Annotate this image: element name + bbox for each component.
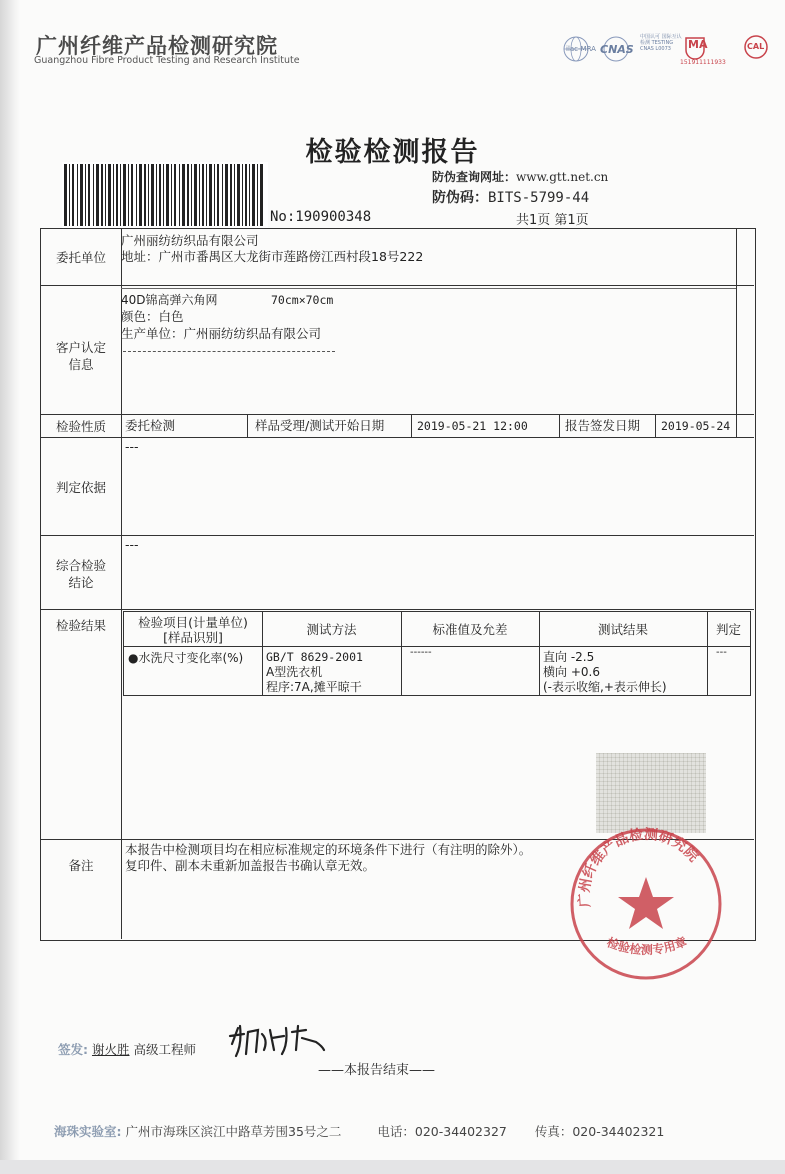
page-fold-shadow xyxy=(0,0,20,1174)
report-title: 检验检测报告 xyxy=(305,137,480,168)
sample-producer: 生产单位：广州丽纺纺织品有限公司 xyxy=(121,326,322,341)
anti-fake-query xyxy=(432,168,608,185)
row-standard: ------ xyxy=(410,647,432,658)
rule xyxy=(41,609,754,610)
rule xyxy=(121,288,736,289)
rule xyxy=(559,414,560,437)
header-judgement: 判定 xyxy=(715,622,741,637)
code-label: 防伪码： xyxy=(432,190,488,206)
cal-logo: CAL xyxy=(747,42,765,51)
results-label: 检验结果 xyxy=(55,618,106,633)
issued-date-label: 报告签发日期 xyxy=(565,418,641,433)
ilac-mra-logo: ilac-MRA xyxy=(566,45,596,53)
rule xyxy=(736,229,737,437)
results-grid xyxy=(123,611,751,696)
cnas-caption: 中国认可 国际互认 检测 TESTING CNAS L0073 xyxy=(640,34,682,52)
rule xyxy=(247,414,248,437)
rule xyxy=(41,414,754,415)
cma-number: 151911111933 xyxy=(680,59,726,66)
sample-name: 40D锦高弹六角网 xyxy=(121,293,218,307)
received-date-value: 2019-05-21 12:00 xyxy=(417,419,528,433)
remarks-line-1: 本报告中检测项目均在相应标准规定的环境条件下进行（有注明的除外）。 xyxy=(125,842,532,857)
signer-name: 谢火胜 xyxy=(91,1042,130,1057)
institute-name-cn: 广州纤维产品检测研究院 xyxy=(36,34,278,58)
query-url: www.gtt.net.cn xyxy=(516,170,609,184)
rule xyxy=(41,285,754,286)
client-address: 地址：广州市番禺区大龙街市莲路傍江西村段18号222 xyxy=(121,249,424,264)
header-sample-id: [样品识别] xyxy=(163,630,223,645)
client-label: 委托单位 xyxy=(55,250,106,265)
basis-label: 判定依据 xyxy=(55,480,106,495)
fabric-sample-image xyxy=(596,753,706,833)
query-label: 防伪查询网址： xyxy=(432,170,517,184)
seal-top-text: 广州纤维产品检测研究院 xyxy=(576,826,702,908)
underline xyxy=(123,351,335,352)
header-standard: 标准值及允差 xyxy=(432,622,508,637)
cnas-logo: CNAS xyxy=(600,43,634,56)
signer-label: 签发: xyxy=(58,1042,88,1057)
row-result-note: (-表示收缩,+表示伸长) xyxy=(543,680,667,694)
rule xyxy=(41,535,754,536)
row-result-warp: 直向 -2.5 xyxy=(543,650,595,664)
page-count: 共1页 第1页 xyxy=(516,213,589,228)
row-method-standard: GB/T 8629-2001 xyxy=(266,650,363,664)
institute-name-en: Guangzhou Fibre Product Testing and Research Institute xyxy=(34,55,300,66)
report-end-text: ——本报告结束—— xyxy=(318,1063,436,1078)
anti-fake-code xyxy=(432,187,589,207)
seal-bottom-text: 检验检测专用章 xyxy=(604,934,689,958)
footer-address: 广州市海珠区滨江中路草芳围35号之二 xyxy=(125,1124,342,1139)
row-method-program: 程序:7A,摊平晾干 xyxy=(266,680,362,694)
conclusion-label: 综合检验结论 xyxy=(55,558,106,590)
accreditation-logos xyxy=(560,34,782,66)
handwritten-signature-icon xyxy=(226,1020,330,1062)
footer-fax: 传真：020-34402321 xyxy=(534,1124,665,1139)
report-number: No:190900348 xyxy=(270,209,372,225)
header-result: 测试结果 xyxy=(597,622,648,637)
remarks-line-2: 复印件、副本未重新加盖报告书确认章无效。 xyxy=(125,858,376,873)
official-seal-icon xyxy=(567,825,725,983)
rule xyxy=(124,646,750,647)
header-item: 检验项目(计量单位) xyxy=(138,615,248,630)
rule xyxy=(411,414,412,437)
conclusion-value: --- xyxy=(125,537,139,552)
signer-title: 高级工程师 xyxy=(133,1042,196,1057)
row-judgement: --- xyxy=(716,647,727,658)
signature-line xyxy=(58,1040,196,1058)
client-name: 广州丽纺纺织品有限公司 xyxy=(121,233,259,248)
inspection-nature-label: 检验性质 xyxy=(55,419,106,434)
sample-info-label: 客户认定信息 xyxy=(55,340,106,372)
row-item: ●水洗尺寸变化率(%) xyxy=(128,651,244,665)
code-value: BITS-5799-44 xyxy=(488,190,590,206)
row-result-weft: 横向 +0.6 xyxy=(543,665,600,679)
received-date-label: 样品受理/测试开始日期 xyxy=(255,418,385,433)
barcode-icon xyxy=(62,162,268,228)
remarks-label: 备注 xyxy=(68,858,94,873)
header-method: 测试方法 xyxy=(306,622,357,637)
cma-logo: MA xyxy=(688,38,708,51)
sample-color: 颜色：白色 xyxy=(121,309,184,324)
footer xyxy=(54,1122,664,1140)
row-method-machine: A型洗衣机 xyxy=(266,665,323,679)
rule xyxy=(655,414,656,437)
sample-size: 70cm×70cm xyxy=(271,293,334,307)
rule xyxy=(41,437,754,438)
footer-phone: 电话：020-34402327 xyxy=(377,1124,507,1139)
footer-lab: 海珠实验室: xyxy=(54,1124,122,1139)
issued-date-value: 2019-05-24 xyxy=(661,419,731,433)
inspection-nature-value: 委托检测 xyxy=(125,418,176,433)
basis-value: --- xyxy=(125,439,139,454)
page-bottom-edge xyxy=(0,1160,785,1174)
